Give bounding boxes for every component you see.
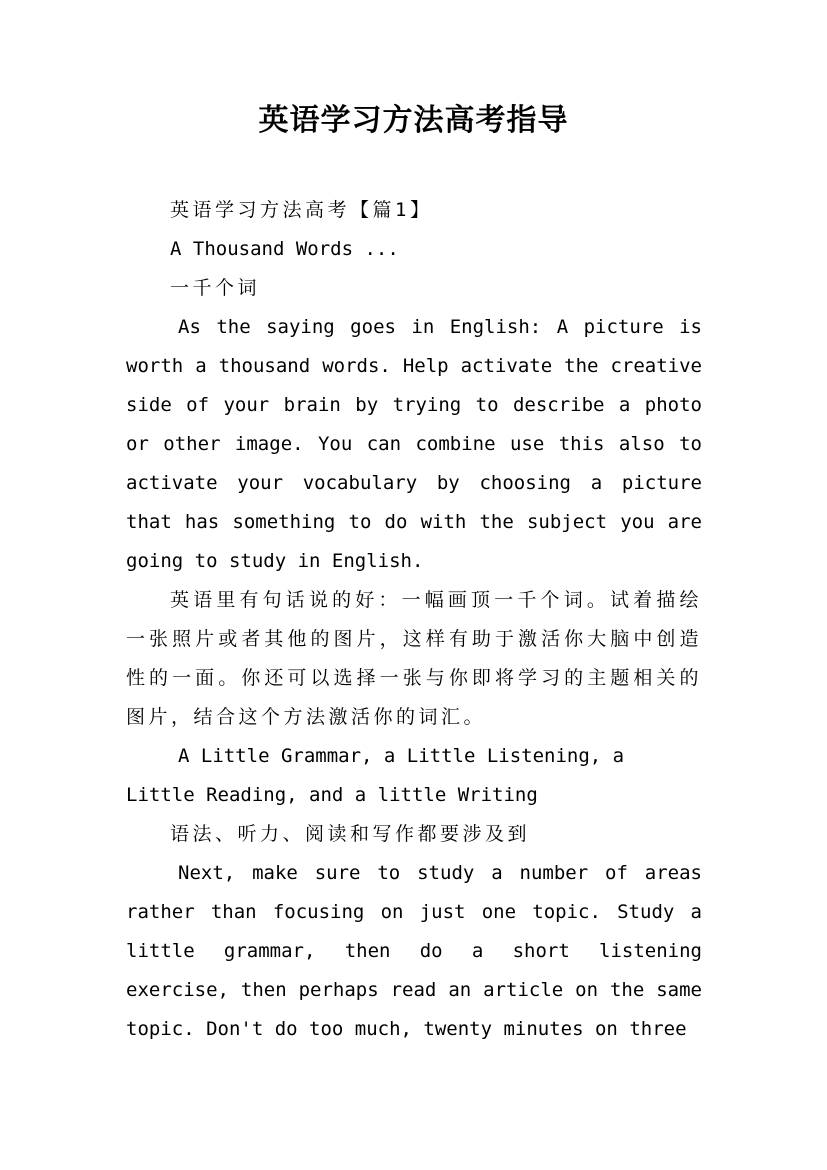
subheading-english: A Thousand Words ... [170, 238, 399, 260]
section-heading: 英语学习方法高考【篇1】 [170, 199, 433, 221]
page-title: 英语学习方法高考指导 [258, 103, 569, 138]
subheading-chinese: 一千个词 [170, 277, 261, 299]
paragraph-english: Next, make sure to study a number of areas rather than focusing on just one topic. Study a little grammar, then do a short listening exercise, then perhaps read an article on the same topic. Don't do too much, twenty minutes on three [126, 862, 702, 1040]
paragraph-chinese: 英语里有句话说的好：一幅画顶一千个词。试着描绘一张照片或者其他的图片，这样有助于激活你大脑中创造性的一面。你还可以选择一张与你即将学习的主题相关的图片，结合这个方法激活你的词汇。 [126, 589, 702, 728]
subheading-chinese: 语法、听力、阅读和写作都要涉及到 [170, 823, 531, 845]
subheading-english: A Little Grammar, a Little Listening, a Little Reading, and a little Writing [126, 745, 625, 806]
document-body [126, 191, 702, 1049]
paragraph-english: As the saying goes in English: A picture is worth a thousand words. Help activate the creative side of your brain by trying to describe a photo or other image. You can combine use this also to activate your vocabulary by choosing a picture that has something to do with the subject you are going to study in English. [126, 316, 702, 572]
